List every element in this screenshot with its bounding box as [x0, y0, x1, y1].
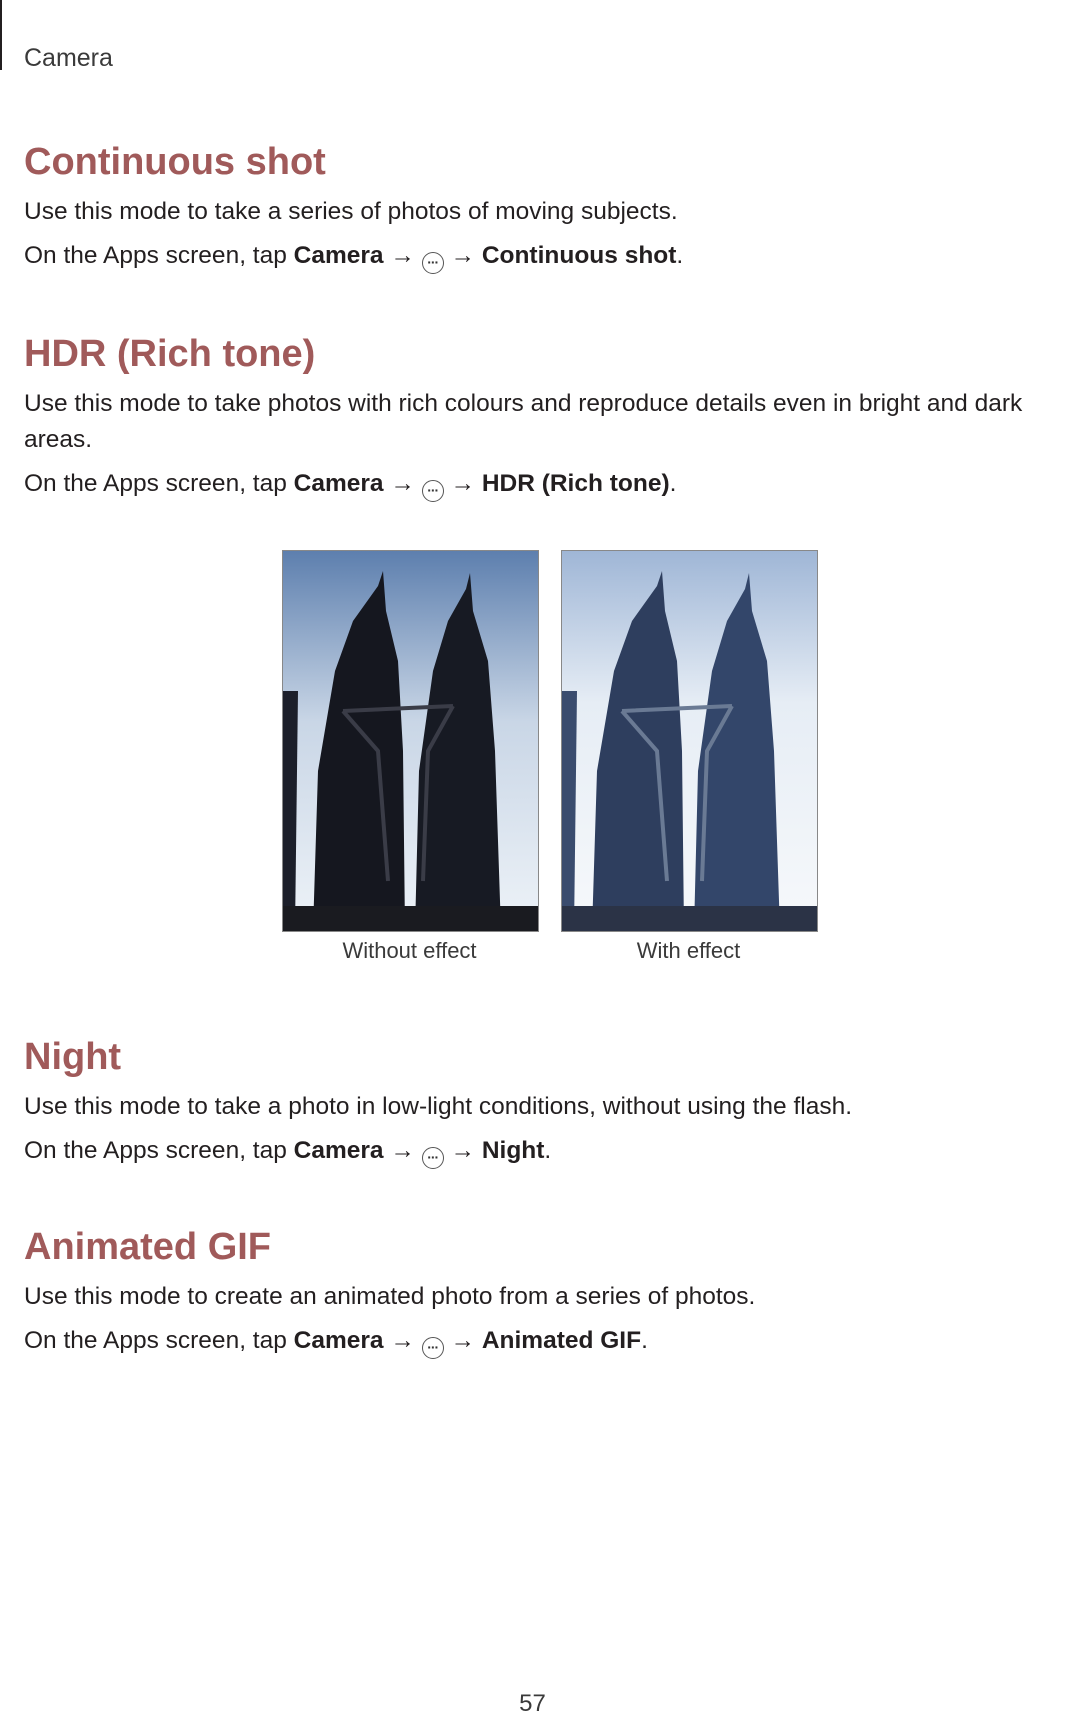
section-continuous-shot	[24, 140, 1041, 274]
camera-label: Camera	[293, 1136, 384, 1164]
camera-label: Camera	[293, 1326, 384, 1354]
mode-label: Animated GIF	[481, 1326, 642, 1354]
section-night	[24, 1035, 1041, 1169]
section-title: Night	[24, 1036, 122, 1078]
more-options-icon: ···	[422, 252, 444, 274]
more-options-icon: ···	[422, 1337, 444, 1359]
corner-rule	[0, 0, 2, 70]
section-hdr	[24, 332, 1041, 502]
path-prefix: On the Apps screen, tap	[24, 1326, 294, 1354]
arrow: →	[390, 241, 415, 269]
arrow: →	[450, 1136, 475, 1164]
path-prefix: On the Apps screen, tap	[24, 469, 294, 497]
instruction-path	[24, 1323, 1041, 1359]
running-header: Camera	[24, 44, 113, 72]
arrow: →	[450, 241, 475, 269]
arrow: →	[390, 469, 415, 497]
photo-without-effect	[282, 550, 539, 932]
photo-with-effect	[561, 550, 818, 932]
section-title: Continuous shot	[24, 141, 326, 183]
camera-label: Camera	[293, 469, 384, 497]
more-options-icon: ···	[422, 1147, 444, 1169]
camera-label: Camera	[293, 241, 384, 269]
mode-label: Night	[481, 1136, 545, 1164]
section-description: Use this mode to take photos with rich colours and reproduce details even in bright and dark areas.	[24, 389, 1023, 453]
caption-with-effect: With effect	[636, 938, 741, 963]
mode-label: Continuous shot	[481, 241, 677, 269]
instruction-path	[24, 238, 1041, 274]
section-description: Use this mode to take a series of photos of moving subjects.	[24, 197, 678, 225]
section-description: Use this mode to take a photo in low-light conditions, without using the flash.	[24, 1092, 853, 1120]
path-prefix: On the Apps screen, tap	[24, 241, 294, 269]
section-animated-gif	[24, 1225, 1041, 1359]
period: .	[641, 1326, 648, 1354]
section-description: Use this mode to create an animated photo from a series of photos.	[24, 1282, 756, 1310]
section-title: HDR (Rich tone)	[24, 333, 316, 375]
page-number: 57	[519, 1690, 546, 1717]
period: .	[669, 469, 677, 497]
path-prefix: On the Apps screen, tap	[24, 1136, 294, 1164]
arrow: →	[450, 469, 475, 497]
instruction-path	[24, 466, 1041, 502]
mode-label: HDR (Rich tone)	[481, 469, 670, 497]
towers-hdr-illustration	[562, 551, 817, 931]
period: .	[544, 1136, 552, 1164]
arrow: →	[390, 1326, 415, 1354]
section-title: Animated GIF	[24, 1226, 272, 1268]
towers-dark-illustration	[283, 551, 538, 931]
instruction-path	[24, 1133, 1041, 1169]
caption-without-effect: Without effect	[342, 938, 477, 963]
period: .	[676, 241, 684, 269]
arrow: →	[450, 1326, 475, 1354]
more-options-icon: ···	[422, 480, 444, 502]
arrow: →	[390, 1136, 415, 1164]
